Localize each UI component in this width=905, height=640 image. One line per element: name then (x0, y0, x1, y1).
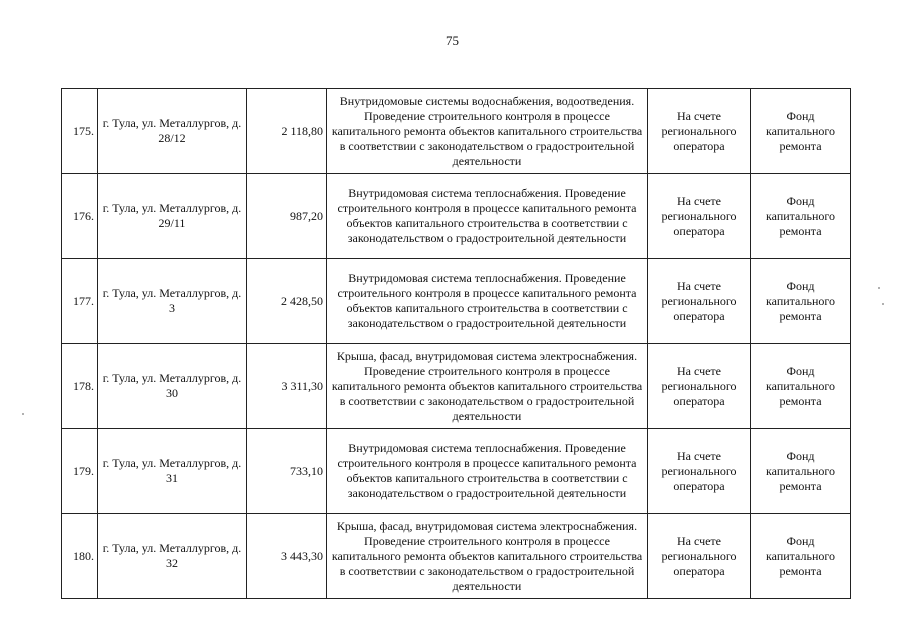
row-executor: На счете регионального оператора (648, 344, 751, 429)
row-executor: На счете регионального оператора (648, 259, 751, 344)
row-cost: 733,10 (247, 429, 327, 514)
row-work-description: Крыша, фасад, внутридомовая система электроснабжения. Проведение строительного контроля в процессе капитального ремонта объектов капитального строительства в соответствии с законодательством о градостроительной деятельности (327, 344, 648, 429)
table-row (62, 344, 851, 429)
row-number: 179. (62, 429, 98, 514)
row-cost: 3 311,30 (247, 344, 327, 429)
row-work-description: Внутридомовая система теплоснабжения. Проведение строительного контроля в процессе капитального ремонта объектов капитального строительства в соответствии с законодательством о градостроительной деятельности (327, 174, 648, 259)
table-row (62, 89, 851, 174)
table-row (62, 429, 851, 514)
scan-speck (882, 303, 884, 305)
row-fund: Фонд капитального ремонта (751, 174, 851, 259)
row-number: 180. (62, 514, 98, 599)
row-number: 175. (62, 89, 98, 174)
row-fund: Фонд капитального ремонта (751, 89, 851, 174)
table-row (62, 174, 851, 259)
row-work-description: Внутридомовые системы водоснабжения, водоотведения. Проведение строительного контроля в процессе капитального ремонта объектов капитального строительства в соответствии с законодательством о градостроительной деятельности (327, 89, 648, 174)
row-fund: Фонд капитального ремонта (751, 259, 851, 344)
table-row (62, 514, 851, 599)
row-fund: Фонд капитального ремонта (751, 514, 851, 599)
row-executor: На счете регионального оператора (648, 514, 751, 599)
row-address: г. Тула, ул. Металлургов, д. 30 (98, 344, 247, 429)
row-address: г. Тула, ул. Металлургов, д. 28/12 (98, 89, 247, 174)
row-address: г. Тула, ул. Металлургов, д. 31 (98, 429, 247, 514)
row-cost: 987,20 (247, 174, 327, 259)
row-cost: 2 118,80 (247, 89, 327, 174)
repair-table (61, 88, 851, 599)
row-fund: Фонд капитального ремонта (751, 344, 851, 429)
row-executor: На счете регионального оператора (648, 174, 751, 259)
row-executor: На счете регионального оператора (648, 429, 751, 514)
row-cost: 2 428,50 (247, 259, 327, 344)
row-number: 177. (62, 259, 98, 344)
row-fund: Фонд капитального ремонта (751, 429, 851, 514)
table-row (62, 259, 851, 344)
row-work-description: Внутридомовая система теплоснабжения. Проведение строительного контроля в процессе капитального ремонта объектов капитального строительства в соответствии с законодательством о градостроительной деятельности (327, 429, 648, 514)
row-work-description: Внутридомовая система теплоснабжения. Проведение строительного контроля в процессе капитального ремонта объектов капитального строительства в соответствии с законодательством о градостроительной деятельности (327, 259, 648, 344)
row-work-description: Крыша, фасад, внутридомовая система электроснабжения. Проведение строительного контроля в процессе капитального ремонта объектов капитального строительства в соответствии с законодательством о градостроительной деятельности (327, 514, 648, 599)
row-executor: На счете регионального оператора (648, 89, 751, 174)
page-number: 75 (446, 33, 459, 48)
row-address: г. Тула, ул. Металлургов, д. 29/11 (98, 174, 247, 259)
row-number: 178. (62, 344, 98, 429)
scan-speck (878, 287, 880, 289)
row-address: г. Тула, ул. Металлургов, д. 32 (98, 514, 247, 599)
row-number: 176. (62, 174, 98, 259)
row-cost: 3 443,30 (247, 514, 327, 599)
row-address: г. Тула, ул. Металлургов, д. 3 (98, 259, 247, 344)
scan-speck (22, 413, 24, 415)
